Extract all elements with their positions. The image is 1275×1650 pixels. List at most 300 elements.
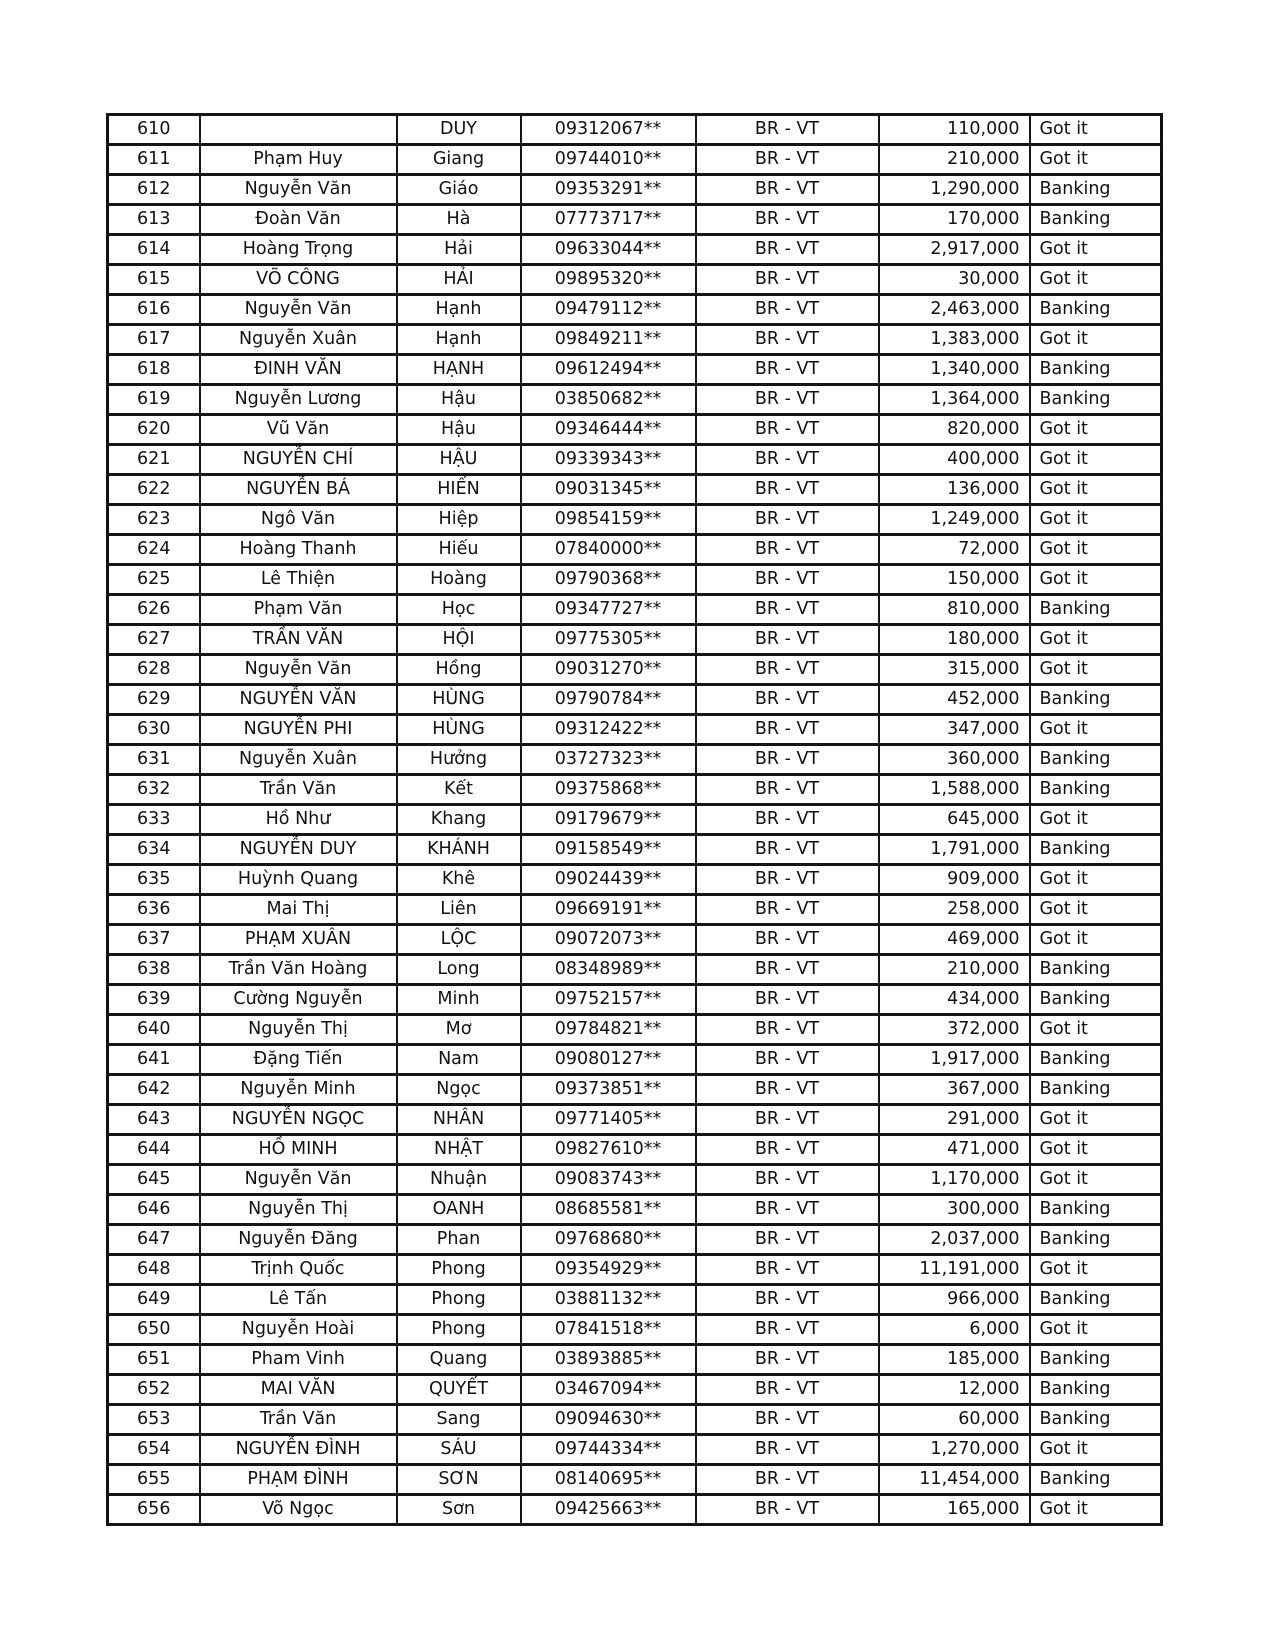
status-cell: Got it (1030, 1135, 1162, 1165)
phone-masked-cell: 09373851** (521, 1075, 696, 1105)
status-cell: Got it (1030, 895, 1162, 925)
phone-masked-cell: 03893885** (521, 1345, 696, 1375)
phone-masked-cell: 09744334** (521, 1435, 696, 1465)
given-name-cell: Giang (397, 145, 521, 175)
row-id-cell: 611 (108, 145, 200, 175)
phone-masked-cell: 09031345** (521, 475, 696, 505)
status-cell: Got it (1030, 805, 1162, 835)
phone-masked-cell: 08348989** (521, 955, 696, 985)
given-name-cell: Hà (397, 205, 521, 235)
name-prefix-cell: Trịnh Quốc (200, 1255, 397, 1285)
region-cell: BR - VT (696, 475, 879, 505)
name-prefix-cell: Nguyễn Văn (200, 655, 397, 685)
name-prefix-cell: Pham Vinh (200, 1345, 397, 1375)
status-cell: Banking (1030, 385, 1162, 415)
name-prefix-cell: HỒ MINH (200, 1135, 397, 1165)
table-row (108, 955, 1162, 985)
table-row (108, 1495, 1162, 1525)
region-cell: BR - VT (696, 1045, 879, 1075)
status-cell: Got it (1030, 715, 1162, 745)
region-cell: BR - VT (696, 895, 879, 925)
status-cell: Banking (1030, 1075, 1162, 1105)
given-name-cell: Khê (397, 865, 521, 895)
status-cell: Banking (1030, 835, 1162, 865)
amount-cell: 347,000 (879, 715, 1030, 745)
name-prefix-cell: Nguyễn Thị (200, 1015, 397, 1045)
status-cell: Got it (1030, 925, 1162, 955)
region-cell: BR - VT (696, 1105, 879, 1135)
row-id-cell: 651 (108, 1345, 200, 1375)
amount-cell: 150,000 (879, 565, 1030, 595)
phone-masked-cell: 09784821** (521, 1015, 696, 1045)
given-name-cell: HẢI (397, 265, 521, 295)
table-row (108, 835, 1162, 865)
row-id-cell: 610 (108, 115, 200, 145)
amount-cell: 170,000 (879, 205, 1030, 235)
status-cell: Got it (1030, 535, 1162, 565)
table-row (108, 625, 1162, 655)
amount-cell: 165,000 (879, 1495, 1030, 1525)
phone-masked-cell: 09895320** (521, 265, 696, 295)
amount-cell: 60,000 (879, 1405, 1030, 1435)
amount-cell: 210,000 (879, 145, 1030, 175)
status-cell: Got it (1030, 265, 1162, 295)
table-row (108, 1255, 1162, 1285)
phone-masked-cell: 08685581** (521, 1195, 696, 1225)
table-row (108, 775, 1162, 805)
status-cell: Banking (1030, 1045, 1162, 1075)
amount-cell: 471,000 (879, 1135, 1030, 1165)
table-row (108, 925, 1162, 955)
table-row (108, 1225, 1162, 1255)
given-name-cell: Hưởng (397, 745, 521, 775)
given-name-cell: Minh (397, 985, 521, 1015)
given-name-cell: LỘC (397, 925, 521, 955)
region-cell: BR - VT (696, 1465, 879, 1495)
amount-cell: 1,270,000 (879, 1435, 1030, 1465)
status-cell: Banking (1030, 295, 1162, 325)
row-id-cell: 643 (108, 1105, 200, 1135)
table-row (108, 115, 1162, 145)
phone-masked-cell: 09612494** (521, 355, 696, 385)
row-id-cell: 631 (108, 745, 200, 775)
phone-masked-cell: 09347727** (521, 595, 696, 625)
status-cell: Banking (1030, 1405, 1162, 1435)
name-prefix-cell: Nguyễn Đăng (200, 1225, 397, 1255)
table-row (108, 265, 1162, 295)
table-row (108, 1375, 1162, 1405)
region-cell: BR - VT (696, 325, 879, 355)
amount-cell: 1,383,000 (879, 325, 1030, 355)
region-cell: BR - VT (696, 625, 879, 655)
table-row (108, 1135, 1162, 1165)
amount-cell: 6,000 (879, 1315, 1030, 1345)
name-prefix-cell: Huỳnh Quang (200, 865, 397, 895)
amount-cell: 1,791,000 (879, 835, 1030, 865)
amount-cell: 810,000 (879, 595, 1030, 625)
amount-cell: 136,000 (879, 475, 1030, 505)
name-prefix-cell: NGUYỄN NGỌC (200, 1105, 397, 1135)
row-id-cell: 641 (108, 1045, 200, 1075)
name-prefix-cell: NGUYỄN CHÍ (200, 445, 397, 475)
amount-cell: 469,000 (879, 925, 1030, 955)
name-prefix-cell: Trần Văn (200, 1405, 397, 1435)
table-row (108, 355, 1162, 385)
table-row (108, 985, 1162, 1015)
given-name-cell: Hoàng (397, 565, 521, 595)
table-row (108, 1465, 1162, 1495)
region-cell: BR - VT (696, 445, 879, 475)
status-cell: Banking (1030, 355, 1162, 385)
amount-cell: 12,000 (879, 1375, 1030, 1405)
amount-cell: 185,000 (879, 1345, 1030, 1375)
table-row (108, 1405, 1162, 1435)
amount-cell: 1,588,000 (879, 775, 1030, 805)
phone-masked-cell: 09179679** (521, 805, 696, 835)
status-cell: Banking (1030, 205, 1162, 235)
region-cell: BR - VT (696, 355, 879, 385)
table-row (108, 1045, 1162, 1075)
name-prefix-cell: TRẦN VĂN (200, 625, 397, 655)
region-cell: BR - VT (696, 385, 879, 415)
given-name-cell: Hiếu (397, 535, 521, 565)
name-prefix-cell: Hồ Như (200, 805, 397, 835)
region-cell: BR - VT (696, 655, 879, 685)
region-cell: BR - VT (696, 1345, 879, 1375)
name-prefix-cell (200, 115, 397, 145)
row-id-cell: 647 (108, 1225, 200, 1255)
given-name-cell: Giáo (397, 175, 521, 205)
row-id-cell: 633 (108, 805, 200, 835)
region-cell: BR - VT (696, 715, 879, 745)
given-name-cell: Hồng (397, 655, 521, 685)
region-cell: BR - VT (696, 1195, 879, 1225)
table-row (108, 715, 1162, 745)
table-row (108, 445, 1162, 475)
name-prefix-cell: Nguyễn Văn (200, 175, 397, 205)
phone-masked-cell: 09375868** (521, 775, 696, 805)
name-prefix-cell: VÕ CÔNG (200, 265, 397, 295)
name-prefix-cell: ĐINH VĂN (200, 355, 397, 385)
name-prefix-cell: Mai Thị (200, 895, 397, 925)
amount-cell: 315,000 (879, 655, 1030, 685)
table-row (108, 1435, 1162, 1465)
row-id-cell: 622 (108, 475, 200, 505)
phone-masked-cell: 09072073** (521, 925, 696, 955)
region-cell: BR - VT (696, 925, 879, 955)
amount-cell: 210,000 (879, 955, 1030, 985)
given-name-cell: Nam (397, 1045, 521, 1075)
status-cell: Got it (1030, 625, 1162, 655)
region-cell: BR - VT (696, 1165, 879, 1195)
row-id-cell: 638 (108, 955, 200, 985)
phone-masked-cell: 03850682** (521, 385, 696, 415)
status-cell: Banking (1030, 775, 1162, 805)
table-row (108, 1315, 1162, 1345)
row-id-cell: 640 (108, 1015, 200, 1045)
phone-masked-cell: 09790368** (521, 565, 696, 595)
table-row (108, 595, 1162, 625)
row-id-cell: 635 (108, 865, 200, 895)
region-cell: BR - VT (696, 1405, 879, 1435)
given-name-cell: Liên (397, 895, 521, 925)
row-id-cell: 655 (108, 1465, 200, 1495)
row-id-cell: 614 (108, 235, 200, 265)
row-id-cell: 649 (108, 1285, 200, 1315)
region-cell: BR - VT (696, 1255, 879, 1285)
amount-cell: 1,364,000 (879, 385, 1030, 415)
row-id-cell: 637 (108, 925, 200, 955)
status-cell: Got it (1030, 865, 1162, 895)
name-prefix-cell: Nguyễn Văn (200, 295, 397, 325)
region-cell: BR - VT (696, 175, 879, 205)
name-prefix-cell: NGUYỄN PHI (200, 715, 397, 745)
row-id-cell: 656 (108, 1495, 200, 1525)
amount-cell: 360,000 (879, 745, 1030, 775)
row-id-cell: 650 (108, 1315, 200, 1345)
status-cell: Banking (1030, 1465, 1162, 1495)
given-name-cell: Hạnh (397, 295, 521, 325)
table-row (108, 295, 1162, 325)
table-row (108, 505, 1162, 535)
name-prefix-cell: Nguyễn Văn (200, 1165, 397, 1195)
table-row (108, 1165, 1162, 1195)
row-id-cell: 628 (108, 655, 200, 685)
row-id-cell: 644 (108, 1135, 200, 1165)
amount-cell: 1,249,000 (879, 505, 1030, 535)
table-row (108, 685, 1162, 715)
name-prefix-cell: Nguyễn Xuân (200, 745, 397, 775)
row-id-cell: 654 (108, 1435, 200, 1465)
phone-masked-cell: 03727323** (521, 745, 696, 775)
name-prefix-cell: NGUYỄN VĂN (200, 685, 397, 715)
status-cell: Got it (1030, 505, 1162, 535)
given-name-cell: Ngọc (397, 1075, 521, 1105)
given-name-cell: SÁU (397, 1435, 521, 1465)
amount-cell: 367,000 (879, 1075, 1030, 1105)
given-name-cell: HẠNH (397, 355, 521, 385)
given-name-cell: SƠN (397, 1465, 521, 1495)
amount-cell: 72,000 (879, 535, 1030, 565)
table-row (108, 385, 1162, 415)
phone-masked-cell: 09771405** (521, 1105, 696, 1135)
status-cell: Got it (1030, 475, 1162, 505)
table-row (108, 1195, 1162, 1225)
region-cell: BR - VT (696, 535, 879, 565)
region-cell: BR - VT (696, 595, 879, 625)
phone-masked-cell: 09024439** (521, 865, 696, 895)
amount-cell: 400,000 (879, 445, 1030, 475)
amount-cell: 1,170,000 (879, 1165, 1030, 1195)
phone-masked-cell: 09083743** (521, 1165, 696, 1195)
table-row (108, 415, 1162, 445)
phone-masked-cell: 09752157** (521, 985, 696, 1015)
given-name-cell: Hạnh (397, 325, 521, 355)
phone-masked-cell: 09633044** (521, 235, 696, 265)
amount-cell: 2,463,000 (879, 295, 1030, 325)
name-prefix-cell: Phạm Văn (200, 595, 397, 625)
row-id-cell: 627 (108, 625, 200, 655)
name-prefix-cell: PHẠM XUÂN (200, 925, 397, 955)
row-id-cell: 645 (108, 1165, 200, 1195)
phone-masked-cell: 09744010** (521, 145, 696, 175)
region-cell: BR - VT (696, 985, 879, 1015)
table-row (108, 1345, 1162, 1375)
status-cell: Got it (1030, 1105, 1162, 1135)
row-id-cell: 634 (108, 835, 200, 865)
phone-masked-cell: 09312422** (521, 715, 696, 745)
row-id-cell: 625 (108, 565, 200, 595)
region-cell: BR - VT (696, 235, 879, 265)
row-id-cell: 648 (108, 1255, 200, 1285)
phone-masked-cell: 03467094** (521, 1375, 696, 1405)
status-cell: Banking (1030, 1195, 1162, 1225)
table-row (108, 1105, 1162, 1135)
row-id-cell: 615 (108, 265, 200, 295)
status-cell: Got it (1030, 655, 1162, 685)
phone-masked-cell: 03881132** (521, 1285, 696, 1315)
name-prefix-cell: NGUYỄN ĐÌNH (200, 1435, 397, 1465)
region-cell: BR - VT (696, 1015, 879, 1045)
region-cell: BR - VT (696, 1285, 879, 1315)
region-cell: BR - VT (696, 1435, 879, 1465)
region-cell: BR - VT (696, 295, 879, 325)
status-cell: Got it (1030, 565, 1162, 595)
table-row (108, 805, 1162, 835)
status-cell: Got it (1030, 115, 1162, 145)
row-id-cell: 626 (108, 595, 200, 625)
name-prefix-cell: MAI VĂN (200, 1375, 397, 1405)
phone-masked-cell: 07773717** (521, 205, 696, 235)
region-cell: BR - VT (696, 1375, 879, 1405)
amount-cell: 434,000 (879, 985, 1030, 1015)
given-name-cell: Hiệp (397, 505, 521, 535)
given-name-cell: Sang (397, 1405, 521, 1435)
table-row (108, 655, 1162, 685)
name-prefix-cell: NGUYỄN BÁ (200, 475, 397, 505)
region-cell: BR - VT (696, 1075, 879, 1105)
name-prefix-cell: Vũ Văn (200, 415, 397, 445)
phone-masked-cell: 09849211** (521, 325, 696, 355)
table-row (108, 895, 1162, 925)
given-name-cell: Hải (397, 235, 521, 265)
phone-masked-cell: 09354929** (521, 1255, 696, 1285)
given-name-cell: Phong (397, 1315, 521, 1345)
region-cell: BR - VT (696, 835, 879, 865)
name-prefix-cell: Lê Tấn (200, 1285, 397, 1315)
given-name-cell: QUYẾT (397, 1375, 521, 1405)
region-cell: BR - VT (696, 415, 879, 445)
amount-cell: 180,000 (879, 625, 1030, 655)
amount-cell: 1,290,000 (879, 175, 1030, 205)
given-name-cell: HỘI (397, 625, 521, 655)
amount-cell: 820,000 (879, 415, 1030, 445)
phone-masked-cell: 09768680** (521, 1225, 696, 1255)
phone-masked-cell: 09669191** (521, 895, 696, 925)
name-prefix-cell: PHẠM ĐÌNH (200, 1465, 397, 1495)
row-id-cell: 616 (108, 295, 200, 325)
given-name-cell: HẬU (397, 445, 521, 475)
name-prefix-cell: NGUYỄN DUY (200, 835, 397, 865)
amount-cell: 11,454,000 (879, 1465, 1030, 1495)
status-cell: Got it (1030, 1435, 1162, 1465)
name-prefix-cell: Đặng Tiến (200, 1045, 397, 1075)
row-id-cell: 617 (108, 325, 200, 355)
status-cell: Banking (1030, 985, 1162, 1015)
row-id-cell: 613 (108, 205, 200, 235)
amount-cell: 291,000 (879, 1105, 1030, 1135)
phone-masked-cell: 09827610** (521, 1135, 696, 1165)
amount-cell: 258,000 (879, 895, 1030, 925)
given-name-cell: Kết (397, 775, 521, 805)
region-cell: BR - VT (696, 1495, 879, 1525)
status-cell: Banking (1030, 1285, 1162, 1315)
table-row (108, 1015, 1162, 1045)
region-cell: BR - VT (696, 265, 879, 295)
phone-masked-cell: 09158549** (521, 835, 696, 865)
name-prefix-cell: Nguyễn Lương (200, 385, 397, 415)
region-cell: BR - VT (696, 1225, 879, 1255)
row-id-cell: 612 (108, 175, 200, 205)
table-row (108, 1075, 1162, 1105)
phone-masked-cell: 09353291** (521, 175, 696, 205)
name-prefix-cell: Võ Ngọc (200, 1495, 397, 1525)
name-prefix-cell: Cường Nguyễn (200, 985, 397, 1015)
table-row (108, 475, 1162, 505)
given-name-cell: HÙNG (397, 715, 521, 745)
status-cell: Banking (1030, 1375, 1162, 1405)
row-id-cell: 630 (108, 715, 200, 745)
phone-masked-cell: 08140695** (521, 1465, 696, 1495)
phone-masked-cell: 09425663** (521, 1495, 696, 1525)
amount-cell: 1,340,000 (879, 355, 1030, 385)
table-row (108, 205, 1162, 235)
status-cell: Banking (1030, 1345, 1162, 1375)
phone-masked-cell: 07841518** (521, 1315, 696, 1345)
given-name-cell: Phong (397, 1285, 521, 1315)
row-id-cell: 646 (108, 1195, 200, 1225)
status-cell: Banking (1030, 595, 1162, 625)
phone-masked-cell: 09094630** (521, 1405, 696, 1435)
phone-masked-cell: 09312067** (521, 115, 696, 145)
amount-cell: 300,000 (879, 1195, 1030, 1225)
phone-masked-cell: 09031270** (521, 655, 696, 685)
row-id-cell: 624 (108, 535, 200, 565)
amount-cell: 645,000 (879, 805, 1030, 835)
amount-cell: 30,000 (879, 265, 1030, 295)
given-name-cell: Long (397, 955, 521, 985)
table-row (108, 745, 1162, 775)
amount-cell: 372,000 (879, 1015, 1030, 1045)
given-name-cell: Quang (397, 1345, 521, 1375)
phone-masked-cell: 07840000** (521, 535, 696, 565)
phone-masked-cell: 09346444** (521, 415, 696, 445)
row-id-cell: 619 (108, 385, 200, 415)
name-prefix-cell: Hoàng Trọng (200, 235, 397, 265)
status-cell: Banking (1030, 745, 1162, 775)
table-row (108, 175, 1162, 205)
region-cell: BR - VT (696, 145, 879, 175)
region-cell: BR - VT (696, 1315, 879, 1345)
name-prefix-cell: Phạm Huy (200, 145, 397, 175)
row-id-cell: 621 (108, 445, 200, 475)
region-cell: BR - VT (696, 205, 879, 235)
recipients-table (106, 113, 1163, 1526)
amount-cell: 452,000 (879, 685, 1030, 715)
name-prefix-cell: Nguyễn Xuân (200, 325, 397, 355)
given-name-cell: Phong (397, 1255, 521, 1285)
row-id-cell: 632 (108, 775, 200, 805)
